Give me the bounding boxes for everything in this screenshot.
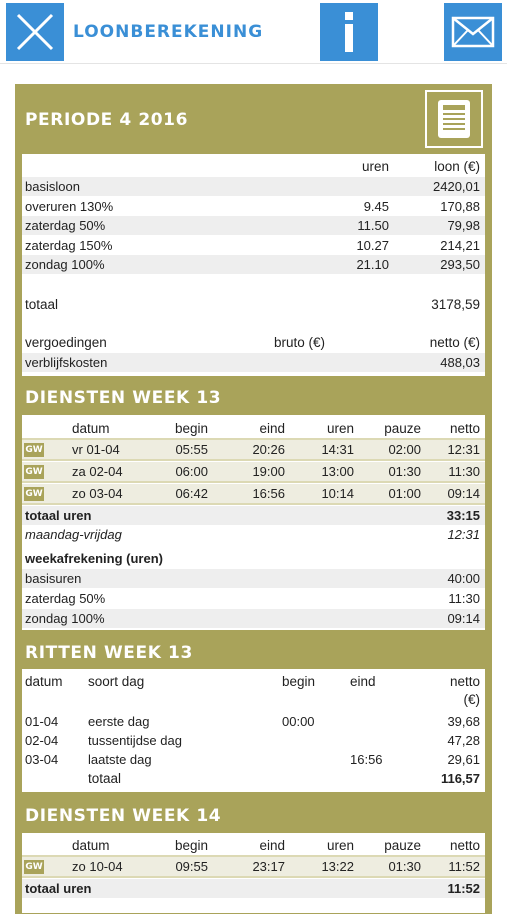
table-row: zaterdag 50% 11:30 [25, 591, 480, 606]
periode-header-row [22, 157, 485, 176]
content-panel [15, 84, 492, 914]
diensten14-header-row: datum begin eind uren pauze netto [72, 838, 480, 853]
periode-title: PERIODE 4 2016 [25, 110, 189, 130]
ritten13-total-row: totaal 116,57 [88, 771, 480, 786]
ritten13-card [22, 669, 485, 792]
info-icon [339, 10, 359, 54]
netto-unit: (€) [463, 692, 480, 707]
weekafrekening-header: weekafrekening (uren) [25, 551, 163, 566]
close-button[interactable] [6, 3, 64, 61]
diensten14-card [22, 833, 485, 913]
periode-card [22, 154, 485, 376]
diensten13-header-row: datum begin eind uren pauze netto [72, 421, 480, 436]
gw-badge: GW [25, 862, 43, 872]
gw-badge: GW [25, 467, 43, 477]
table-row: zondag 100% 21.10 293,50 [22, 255, 485, 274]
dienst-row[interactable]: GW za 02-04 06:00 19:00 13:00 01:30 11:30 [22, 462, 485, 481]
dienst-row[interactable]: GW vr 01-04 05:55 20:26 14:31 02:00 12:31 [22, 440, 485, 459]
diensten13-total-row: totaal uren 33:15 [22, 506, 485, 525]
table-row: basisloon 2420,01 [22, 177, 485, 196]
gw-badge: GW [25, 445, 43, 455]
diensten14-total-row: totaal uren 11:52 [22, 879, 485, 898]
info-button[interactable] [320, 3, 378, 61]
table-row: basisuren 40:00 [22, 569, 485, 588]
gw-badge: GW [25, 489, 43, 499]
diensten13-title: DIENSTEN WEEK 13 [25, 388, 222, 408]
vergoedingen-header-row: vergoedingen bruto (€) netto (€) [25, 335, 480, 350]
ritten13-title: RITTEN WEEK 13 [25, 643, 193, 663]
table-row: verblijfskosten 488,03 [22, 353, 485, 372]
ritten13-header-row: datum soort dag begin eind netto [25, 674, 480, 689]
mavr-row: maandag-vrijdag 12:31 [25, 527, 480, 542]
table-row: overuren 130% 9.45 170,88 [25, 199, 480, 214]
diensten13-card [22, 415, 485, 630]
dienst-row[interactable]: GW zo 03-04 06:42 16:56 10:14 01:00 09:14 [22, 484, 485, 503]
table-row: 01-04 eerste dag 00:00 39,68 [25, 714, 480, 729]
diensten14-title: DIENSTEN WEEK 14 [25, 806, 222, 826]
header-uren: uren [361, 159, 389, 174]
app-title: LOONBEREKENING [73, 22, 264, 42]
table-row: zaterdag 50% 11.50 79,98 [22, 216, 485, 235]
totaal-value: 3178,59 [431, 297, 480, 312]
table-row: zaterdag 150% 10.27 214,21 [25, 238, 480, 253]
envelope-icon [451, 16, 495, 48]
totaal-label: totaal [25, 297, 59, 312]
header-loon: loon (€) [434, 159, 480, 174]
table-row: 03-04 laatste dag 16:56 29,61 [25, 752, 480, 767]
calculator-icon [436, 98, 472, 140]
periode-total-row [22, 294, 485, 316]
mail-button[interactable] [444, 3, 502, 61]
calculator-button[interactable] [425, 90, 483, 148]
table-row: zondag 100% 09:14 [22, 609, 485, 628]
dienst-row[interactable]: GW zo 10-04 09:55 23:17 13:22 01:30 11:52 [22, 857, 485, 876]
top-bar [0, 0, 507, 64]
close-x-icon [12, 9, 58, 55]
table-row: 02-04 tussentijdse dag 47,28 [25, 733, 480, 748]
